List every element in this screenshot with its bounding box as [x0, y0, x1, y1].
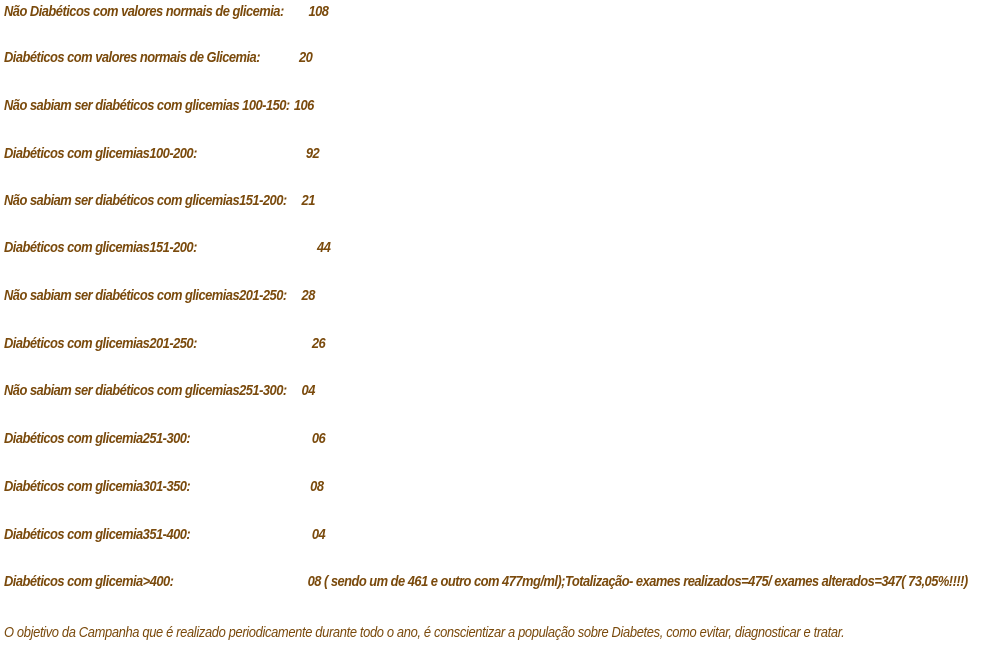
- row-value: 08: [310, 478, 324, 495]
- row-label: Diabéticos com glicemias201-250:: [4, 335, 197, 352]
- row-value: 28: [301, 287, 315, 304]
- row-label: Diabéticos com valores normais de Glicemia:: [4, 49, 260, 66]
- row-value: 06: [311, 430, 326, 447]
- row-value: 44: [317, 239, 331, 256]
- row-value: 04: [311, 526, 326, 543]
- row-label: Não sabiam ser diabéticos com glicemias251-300:: [4, 382, 287, 399]
- row-value: 21: [301, 192, 315, 209]
- row-label: Não Diabéticos com valores normais de glicemia:: [4, 3, 284, 20]
- row-value: 04: [301, 382, 315, 399]
- row-value: 92: [305, 145, 320, 162]
- row-value: 20: [298, 49, 313, 66]
- row-value: 106: [293, 97, 314, 114]
- row-label: Diabéticos com glicemia>400:: [4, 573, 174, 590]
- row-label: Diabéticos com glicemia251-300:: [4, 430, 191, 447]
- row-label: Não sabiam ser diabéticos com glicemias151-200:: [4, 192, 287, 209]
- row-value: 26: [311, 335, 326, 352]
- row-label: Diabéticos com glicemias151-200:: [4, 239, 197, 256]
- row-value: 108: [308, 3, 329, 20]
- row-value: 08 ( sendo um de 461 e outro com 477mg/ml);Totalização- exames realizados=475/ exames alterados=347( 73,05%!!!!): [307, 573, 968, 590]
- campaign-objective-text: O objetivo da Campanha que é realizado periodicamente durante todo o ano, é conscientizar a população sobre Diabetes, como evitar, diagnosticar e tratar.: [4, 624, 845, 641]
- row-label: Não sabiam ser diabéticos com glicemias201-250:: [4, 287, 287, 304]
- row-label: Diabéticos com glicemia301-350:: [4, 478, 191, 495]
- row-label: Diabéticos com glicemia351-400:: [4, 526, 191, 543]
- row-label: Não sabiam ser diabéticos com glicemias 100-150:: [4, 97, 290, 114]
- row-label: Diabéticos com glicemias100-200:: [4, 145, 197, 162]
